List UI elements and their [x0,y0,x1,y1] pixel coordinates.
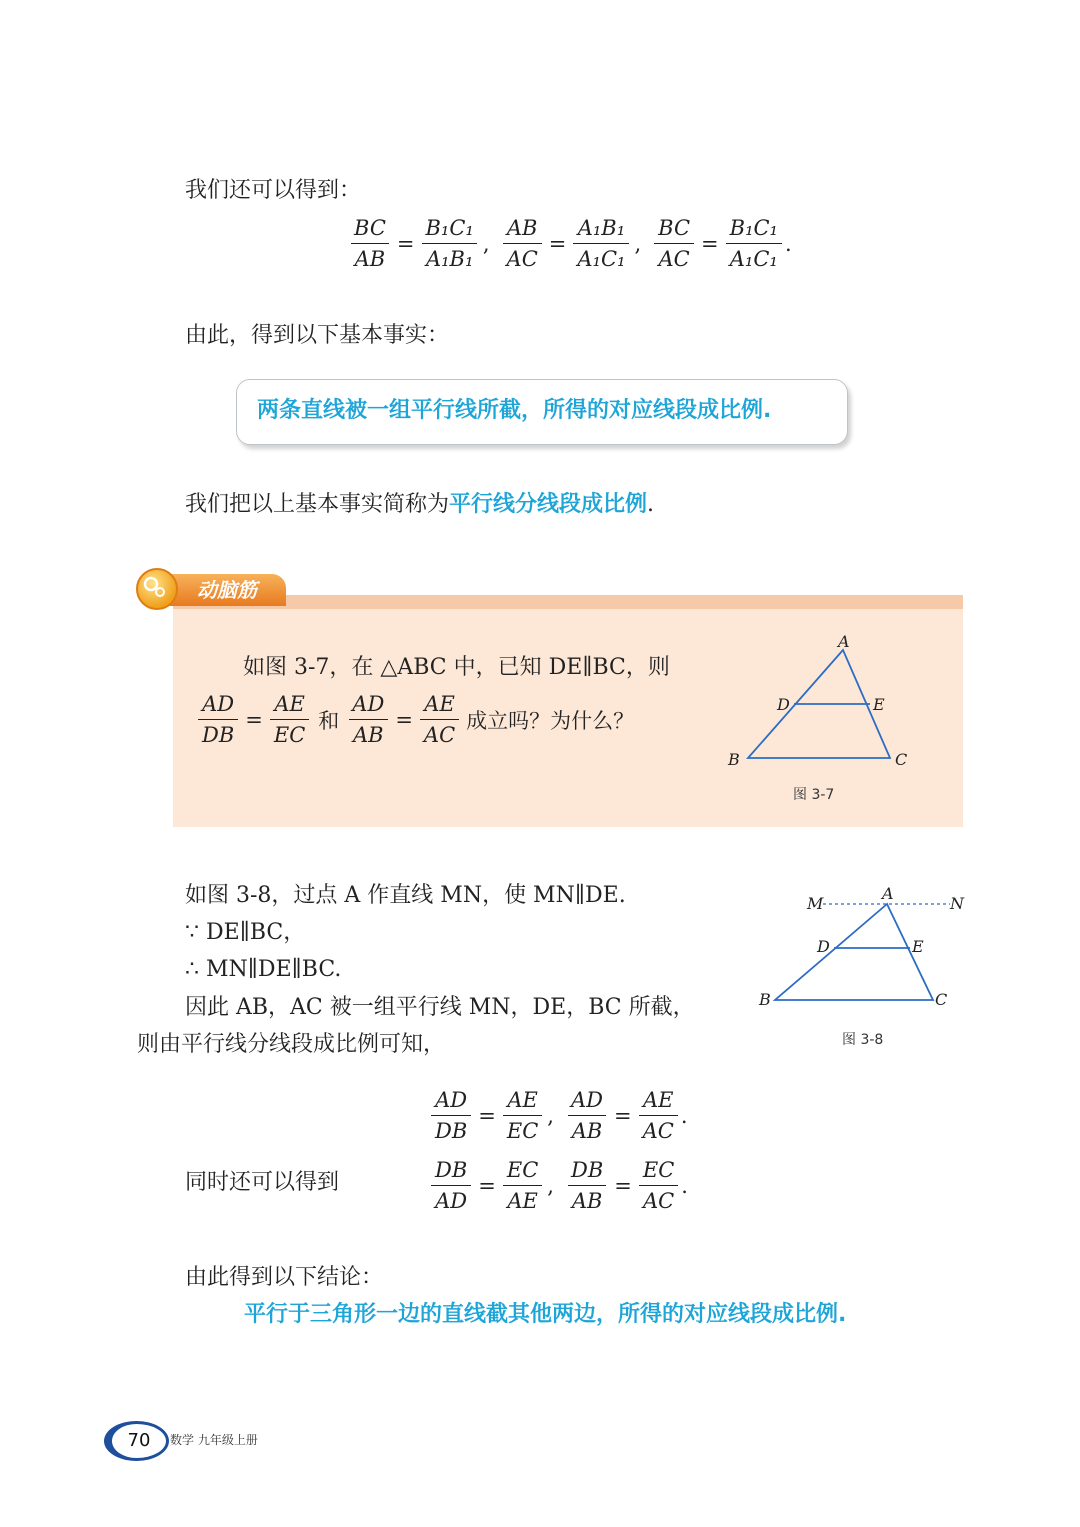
label-E: E [873,695,885,714]
proof-line3: ∴ MN∥DE∥BC. [185,957,342,982]
fraction: $\frac{\text{B₁C₁}}{\text{A₁B₁}}$ [422,216,478,271]
page-number: 70 [104,1421,169,1461]
abbrev-term: 平行线分线段成比例 [449,492,648,517]
fact-text: 两条直线被一组平行线所截，所得的对应线段成比例. [257,398,772,423]
label-M: M [807,894,824,913]
conclusion-intro: 由此得到以下结论： [185,1265,384,1290]
book-title: 数学 九年级上册 [170,1433,258,1447]
label-E: E [912,937,924,956]
think-equation: $\frac{AD}{DB}$ = $\frac{AE}{EC}$ 和 $\frac{AD}{AB}$ = $\frac{AE}{AC}$ 成立吗？为什么？ [195,692,634,747]
fraction: $\frac{AB}{AC}$ [503,216,542,271]
also-text: 同时还可以得到 [185,1170,340,1195]
proof-line4: 因此 AB，AC 被一组平行线 MN，DE，BC 所截， [185,995,695,1020]
equation-row-3: $\frac{DB}{AD}$ = $\frac{EC}{AE}$ , $\frac{DB}{AB}$ = $\frac{EC}{AC}$ . [428,1158,688,1213]
label-B: B [759,990,771,1009]
fraction: $\frac{BC}{AB}$ [350,216,390,271]
label-C: C [935,990,948,1009]
label-A: A [838,632,850,651]
fact-intro-text: 由此，得到以下基本事实： [185,323,450,348]
proof-line5: 则由平行线分线段成比例可知， [137,1032,446,1057]
proof-line1: 如图 3-8，过点 A 作直线 MN，使 MN∥DE. [185,883,626,908]
figure-3-7 [720,630,920,775]
label-C: C [895,750,908,769]
intro-text: 我们还可以得到： [185,178,362,203]
thinking-panel-bar [173,595,963,609]
think-line1: 如图 3-7，在 △ABC 中，已知 DE∥BC，则 [243,655,670,680]
label-A: A [882,884,894,903]
label-D: D [777,695,790,714]
fraction: $\frac{\text{B₁C₁}}{\text{A₁C₁}}$ [726,216,782,271]
abbrev-text: 我们把以上基本事实简称为平行线分线段成比例. [185,492,655,517]
fraction: $\frac{\text{A₁B₁}}{\text{A₁C₁}}$ [573,216,629,271]
label-D: D [817,937,830,956]
figure-3-8-caption: 图 3-8 [842,1032,884,1048]
equation-row-1: $\frac{BC}{AB}$ = $\frac{\text{B₁C₁}}{\text{A₁B₁}}$ , $\frac{AB}{AC}$ = $\frac{\text{A₁B₁}}{\text{A₁C₁}}$ , $\frac{BC}{AC}$ = $\frac{\text{B₁C₁}}{\text{A₁C₁}}$ . [347,216,792,271]
equation-row-2: $\frac{AD}{DB}$ = $\frac{AE}{EC}$ , $\frac{AD}{AB}$ = $\frac{AE}{AC}$ . [428,1088,688,1143]
label-N: N [950,894,964,913]
figure-3-8 [750,880,970,1015]
label-B: B [728,750,740,769]
proof-line2: ∵ DE∥BC， [185,920,306,945]
fraction: $\frac{BC}{AC}$ [654,216,694,271]
gears-icon [136,568,178,610]
figure-3-7-caption: 图 3-7 [793,787,835,803]
thinking-badge: 动脑筋 [168,574,286,606]
conclusion-text: 平行于三角形一边的直线截其他两边，所得的对应线段成比例. [244,1302,847,1327]
